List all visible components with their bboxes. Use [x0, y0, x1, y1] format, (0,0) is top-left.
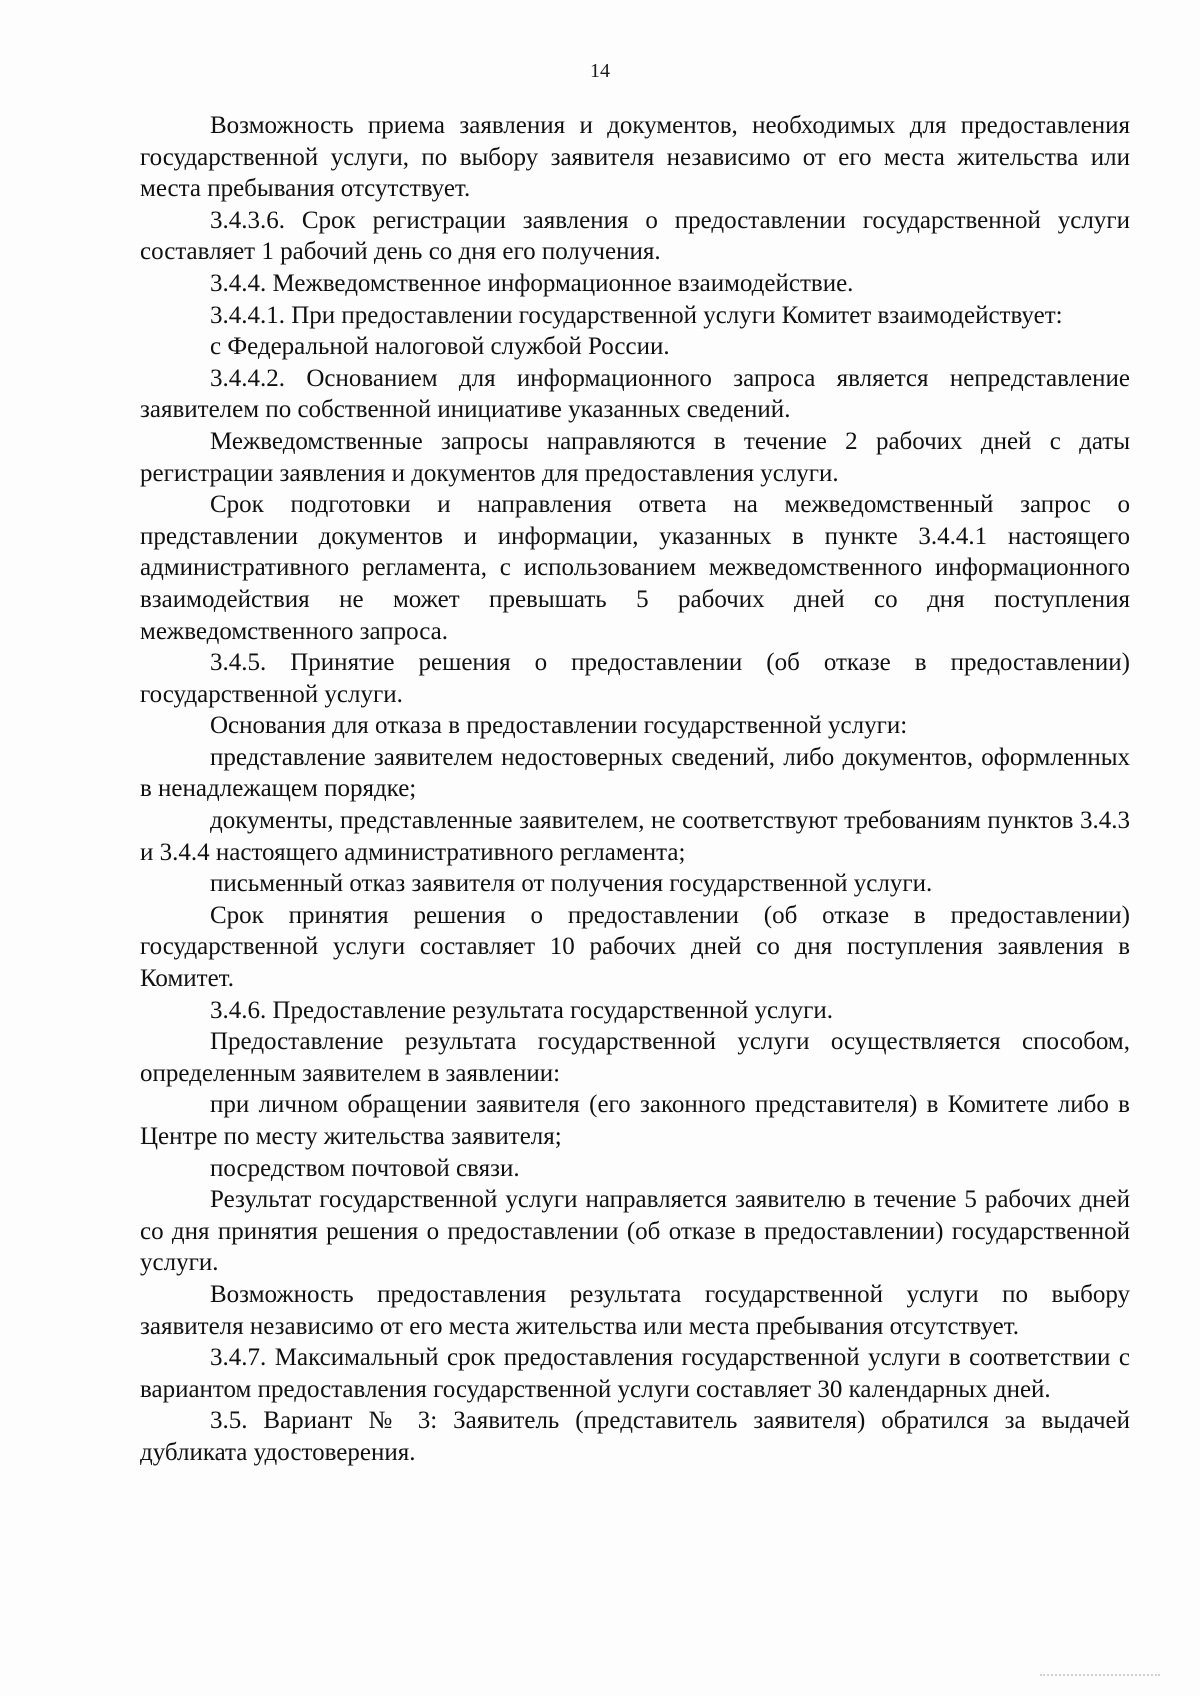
- paragraph: Возможность приема заявления и документов, необходимых для предоставления государственной услуги, по выбору заявителя независимо от его места жительства или места пребывания отсутствует.: [140, 112, 1130, 203]
- paragraph: 3.4.5. Принятие решения о предоставлении (об отказе в предоставлении) государственной услуги.: [140, 649, 1130, 708]
- paragraph: представление заявителем недостоверных сведений, либо документов, оформленных в ненадлежащем порядке;: [140, 743, 1130, 803]
- page-number: 14: [590, 60, 610, 82]
- paragraph: Срок подготовки и направления ответа на межведомственный запрос о представлении документов и информации, указанных в пункте 3.4.4.1 настоящего административного регламента, с использованием межведомственного информационного взаимодействия не может превышать 5 рабочих дней со дня поступления межведомственного запроса.: [140, 491, 1130, 645]
- document-body: [140, 110, 1130, 1469]
- paragraph: Возможность предоставления результата государственной услуги по выбору заявителя независимо от его места жительства или места пребывания отсутствует.: [140, 1280, 1130, 1340]
- paragraph: Результат государственной услуги направляется заявителю в течение 5 рабочих дней со дня принятия решения о предоставлении (об отказе в предоставлении) государственной услуги.: [140, 1186, 1130, 1277]
- paragraph: при личном обращении заявителя (его законного представителя) в Комитете либо в Центре по месту жительства заявителя;: [140, 1091, 1130, 1150]
- paragraph: с Федеральной налоговой службой России.: [210, 333, 670, 361]
- paragraph: 3.4.4.1. При предоставлении государственной услуги Комитет взаимодействует:: [210, 301, 1063, 329]
- paragraph: письменный отказ заявителя от получения государственной услуги.: [210, 870, 933, 898]
- paragraph: Срок принятия решения о предоставлении (об отказе в предоставлении) государственной услуги составляет 10 рабочих дней со дня поступления заявления в Комитет.: [140, 901, 1130, 993]
- paragraph: 3.4.6. Предоставление результата государственной услуги.: [210, 996, 833, 1024]
- paragraph: 3.5. Вариант № 3: Заявитель (представитель заявителя) обратился за выдачей дубликата удостоверения.: [140, 1407, 1130, 1466]
- paragraph: 3.4.3.6. Срок регистрации заявления о предоставлении государственной услуги составляет 1 рабочий день со дня его получения.: [140, 206, 1130, 266]
- paragraph: Межведомственные запросы направляются в течение 2 рабочих дней с даты регистрации заявления и документов для предоставления услуги.: [140, 427, 1130, 487]
- paragraph: посредством почтовой связи.: [210, 1154, 520, 1182]
- paragraph: 3.4.4.2. Основанием для информационного запроса является непредставление заявителем по собственной инициативе указанных сведений.: [140, 364, 1130, 424]
- paragraph: Предоставление результата государственной услуги осуществляется способом, определенным заявителем в заявлении:: [140, 1028, 1130, 1087]
- paragraph: 3.4.4. Межведомственное информационное взаимодействие.: [210, 269, 854, 297]
- paragraph: документы, представленные заявителем, не соответствуют требованиям пунктов 3.4.3 и 3.4.4 настоящего административного регламента;: [140, 807, 1130, 866]
- paragraph: Основания для отказа в предоставлении государственной услуги:: [210, 712, 908, 740]
- paragraph: 3.4.7. Максимальный срок предоставления государственной услуги в соответствии с вариантом предоставления государственной услуги составляет 30 календарных дней.: [140, 1344, 1130, 1403]
- scan-artifact: [1040, 1674, 1160, 1678]
